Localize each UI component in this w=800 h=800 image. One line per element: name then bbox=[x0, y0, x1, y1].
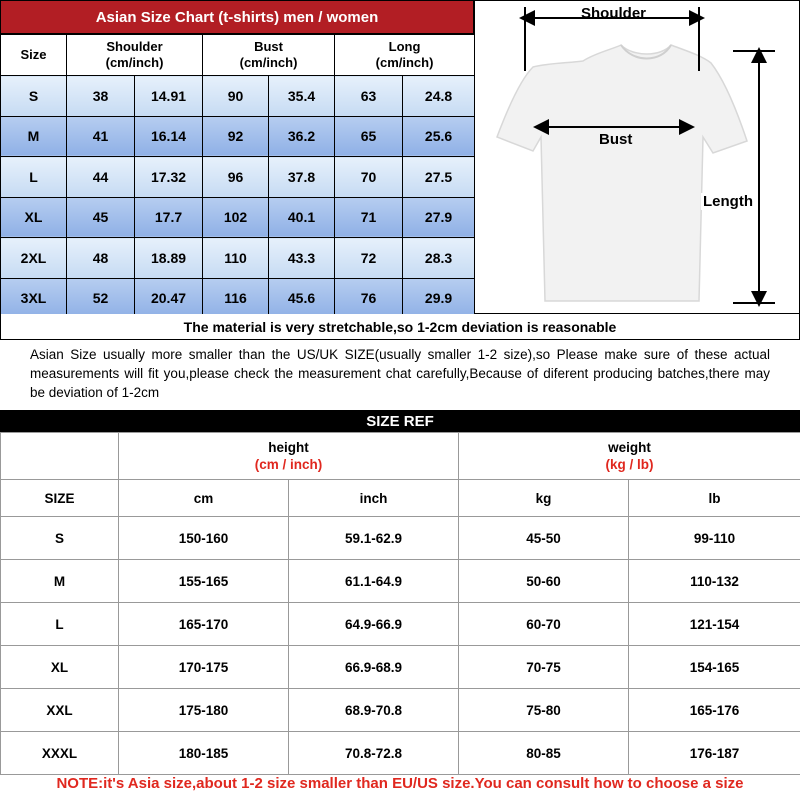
size-ref-column-header bbox=[1, 480, 800, 517]
table-row bbox=[1, 116, 475, 157]
tshirt-measurement-diagram bbox=[474, 0, 800, 314]
table-row bbox=[1, 689, 800, 732]
height-unit: (cm / inch) bbox=[254, 457, 323, 472]
size-ref-table bbox=[0, 432, 800, 775]
shoulder-header bbox=[67, 35, 203, 76]
height-cm-cell: 165-170 bbox=[119, 603, 289, 646]
size-ref-title: SIZE REF bbox=[0, 410, 800, 432]
shoulder-inch-cell: 17.7 bbox=[135, 197, 203, 238]
bust-cm-cell: 110 bbox=[203, 238, 269, 279]
long-header-unit: (cm/inch) bbox=[375, 55, 434, 70]
weight-kg-cell: 70-75 bbox=[459, 646, 629, 689]
asian-size-chart-table bbox=[0, 34, 475, 319]
size-ref-group-header bbox=[1, 433, 800, 480]
asia-size-note: NOTE:it's Asia size,about 1-2 size smaller than EU/US size.You can consult how to choose a size bbox=[56, 774, 744, 792]
blank-header-cell bbox=[1, 433, 119, 480]
cm-column-header: cm bbox=[119, 480, 289, 517]
height-label: height bbox=[268, 440, 309, 455]
height-cm-cell: 170-175 bbox=[119, 646, 289, 689]
size-cell: XL bbox=[1, 197, 67, 238]
bust-cm-cell: 92 bbox=[203, 116, 269, 157]
weight-lb-cell: 121-154 bbox=[629, 603, 800, 646]
height-inch-cell: 70.8-72.8 bbox=[289, 732, 459, 775]
weight-label: weight bbox=[608, 440, 651, 455]
weight-lb-cell: 154-165 bbox=[629, 646, 800, 689]
height-header bbox=[119, 433, 459, 480]
long-cm-cell: 71 bbox=[335, 197, 403, 238]
table-row bbox=[1, 646, 800, 689]
bust-inch-cell: 40.1 bbox=[269, 197, 335, 238]
bust-inch-cell: 36.2 bbox=[269, 116, 335, 157]
bust-cm-cell: 102 bbox=[203, 197, 269, 238]
size-cell: XL bbox=[1, 646, 119, 689]
height-inch-cell: 61.1-64.9 bbox=[289, 560, 459, 603]
bust-cm-cell: 96 bbox=[203, 157, 269, 198]
shoulder-inch-cell: 18.89 bbox=[135, 238, 203, 279]
inch-column-header: inch bbox=[289, 480, 459, 517]
shoulder-cm-cell: 52 bbox=[67, 278, 135, 319]
shoulder-inch-cell: 16.14 bbox=[135, 116, 203, 157]
height-inch-cell: 66.9-68.9 bbox=[289, 646, 459, 689]
weight-lb-cell: 99-110 bbox=[629, 517, 800, 560]
long-cm-cell: 72 bbox=[335, 238, 403, 279]
shoulder-cm-cell: 41 bbox=[67, 116, 135, 157]
weight-kg-cell: 60-70 bbox=[459, 603, 629, 646]
bust-inch-cell: 37.8 bbox=[269, 157, 335, 198]
size-cell: 3XL bbox=[1, 278, 67, 319]
long-inch-cell: 25.6 bbox=[403, 116, 475, 157]
height-cm-cell: 175-180 bbox=[119, 689, 289, 732]
shoulder-inch-cell: 20.47 bbox=[135, 278, 203, 319]
bust-header-label: Bust bbox=[254, 39, 283, 54]
table-header-row bbox=[1, 35, 475, 76]
bust-header bbox=[203, 35, 335, 76]
weight-unit: (kg / lb) bbox=[605, 457, 654, 472]
size-column-header: SIZE bbox=[1, 480, 119, 517]
tshirt-icon bbox=[497, 45, 747, 301]
weight-kg-cell: 50-60 bbox=[459, 560, 629, 603]
length-label: Length bbox=[703, 193, 753, 210]
table-row bbox=[1, 157, 475, 198]
height-cm-cell: 155-165 bbox=[119, 560, 289, 603]
bust-inch-cell: 43.3 bbox=[269, 238, 335, 279]
long-cm-cell: 70 bbox=[335, 157, 403, 198]
table-row bbox=[1, 517, 800, 560]
shoulder-inch-cell: 17.32 bbox=[135, 157, 203, 198]
height-cm-cell: 150-160 bbox=[119, 517, 289, 560]
shoulder-cm-cell: 44 bbox=[67, 157, 135, 198]
weight-lb-cell: 165-176 bbox=[629, 689, 800, 732]
long-inch-cell: 24.8 bbox=[403, 76, 475, 117]
long-inch-cell: 27.5 bbox=[403, 157, 475, 198]
bust-inch-cell: 45.6 bbox=[269, 278, 335, 319]
long-header-label: Long bbox=[388, 39, 421, 54]
shoulder-header-label: Shoulder bbox=[106, 39, 163, 54]
table-row bbox=[1, 238, 475, 279]
weight-kg-cell: 75-80 bbox=[459, 689, 629, 732]
height-inch-cell: 68.9-70.8 bbox=[289, 689, 459, 732]
bust-cm-cell: 116 bbox=[203, 278, 269, 319]
size-chart-title: Asian Size Chart (t-shirts) men / women bbox=[0, 0, 474, 34]
weight-kg-cell: 80-85 bbox=[459, 732, 629, 775]
weight-lb-cell: 110-132 bbox=[629, 560, 800, 603]
height-inch-cell: 64.9-66.9 bbox=[289, 603, 459, 646]
bust-header-unit: (cm/inch) bbox=[239, 55, 298, 70]
size-cell: L bbox=[1, 157, 67, 198]
long-inch-cell: 28.3 bbox=[403, 238, 475, 279]
lb-column-header: lb bbox=[629, 480, 800, 517]
weight-kg-cell: 45-50 bbox=[459, 517, 629, 560]
size-cell: XXXL bbox=[1, 732, 119, 775]
bust-label: Bust bbox=[599, 131, 633, 148]
weight-lb-cell: 176-187 bbox=[629, 732, 800, 775]
weight-header bbox=[459, 433, 800, 480]
table-row bbox=[1, 197, 475, 238]
bust-inch-cell: 35.4 bbox=[269, 76, 335, 117]
long-inch-cell: 27.9 bbox=[403, 197, 475, 238]
size-cell: 2XL bbox=[1, 238, 67, 279]
table-row bbox=[1, 603, 800, 646]
long-cm-cell: 65 bbox=[335, 116, 403, 157]
tshirt-svg bbox=[475, 1, 800, 315]
stretch-note: The material is very stretchable,so 1-2cm deviation is reasonable bbox=[0, 314, 800, 340]
size-cell: XXL bbox=[1, 689, 119, 732]
long-cm-cell: 76 bbox=[335, 278, 403, 319]
long-inch-cell: 29.9 bbox=[403, 278, 475, 319]
height-inch-cell: 59.1-62.9 bbox=[289, 517, 459, 560]
table-row bbox=[1, 76, 475, 117]
table-row bbox=[1, 560, 800, 603]
kg-column-header: kg bbox=[459, 480, 629, 517]
shoulder-inch-cell: 14.91 bbox=[135, 76, 203, 117]
long-cm-cell: 63 bbox=[335, 76, 403, 117]
table-row bbox=[1, 278, 475, 319]
height-cm-cell: 180-185 bbox=[119, 732, 289, 775]
size-cell: S bbox=[1, 517, 119, 560]
size-cell: L bbox=[1, 603, 119, 646]
shoulder-label: Shoulder bbox=[581, 5, 647, 22]
size-header: Size bbox=[1, 35, 67, 76]
asian-size-note: Asian Size usually more smaller than the US/UK SIZE(usually smaller 1-2 size),so Please make sure of these actual measurements will fit you,please check the measurement chat carefully,Because of diferent producing batches,there may be deviation of 1-2cm bbox=[30, 347, 770, 400]
size-cell: S bbox=[1, 76, 67, 117]
size-cell: M bbox=[1, 116, 67, 157]
shoulder-header-unit: (cm/inch) bbox=[105, 55, 164, 70]
long-header bbox=[335, 35, 475, 76]
bust-cm-cell: 90 bbox=[203, 76, 269, 117]
size-cell: M bbox=[1, 560, 119, 603]
shoulder-cm-cell: 48 bbox=[67, 238, 135, 279]
shoulder-cm-cell: 38 bbox=[67, 76, 135, 117]
shoulder-cm-cell: 45 bbox=[67, 197, 135, 238]
